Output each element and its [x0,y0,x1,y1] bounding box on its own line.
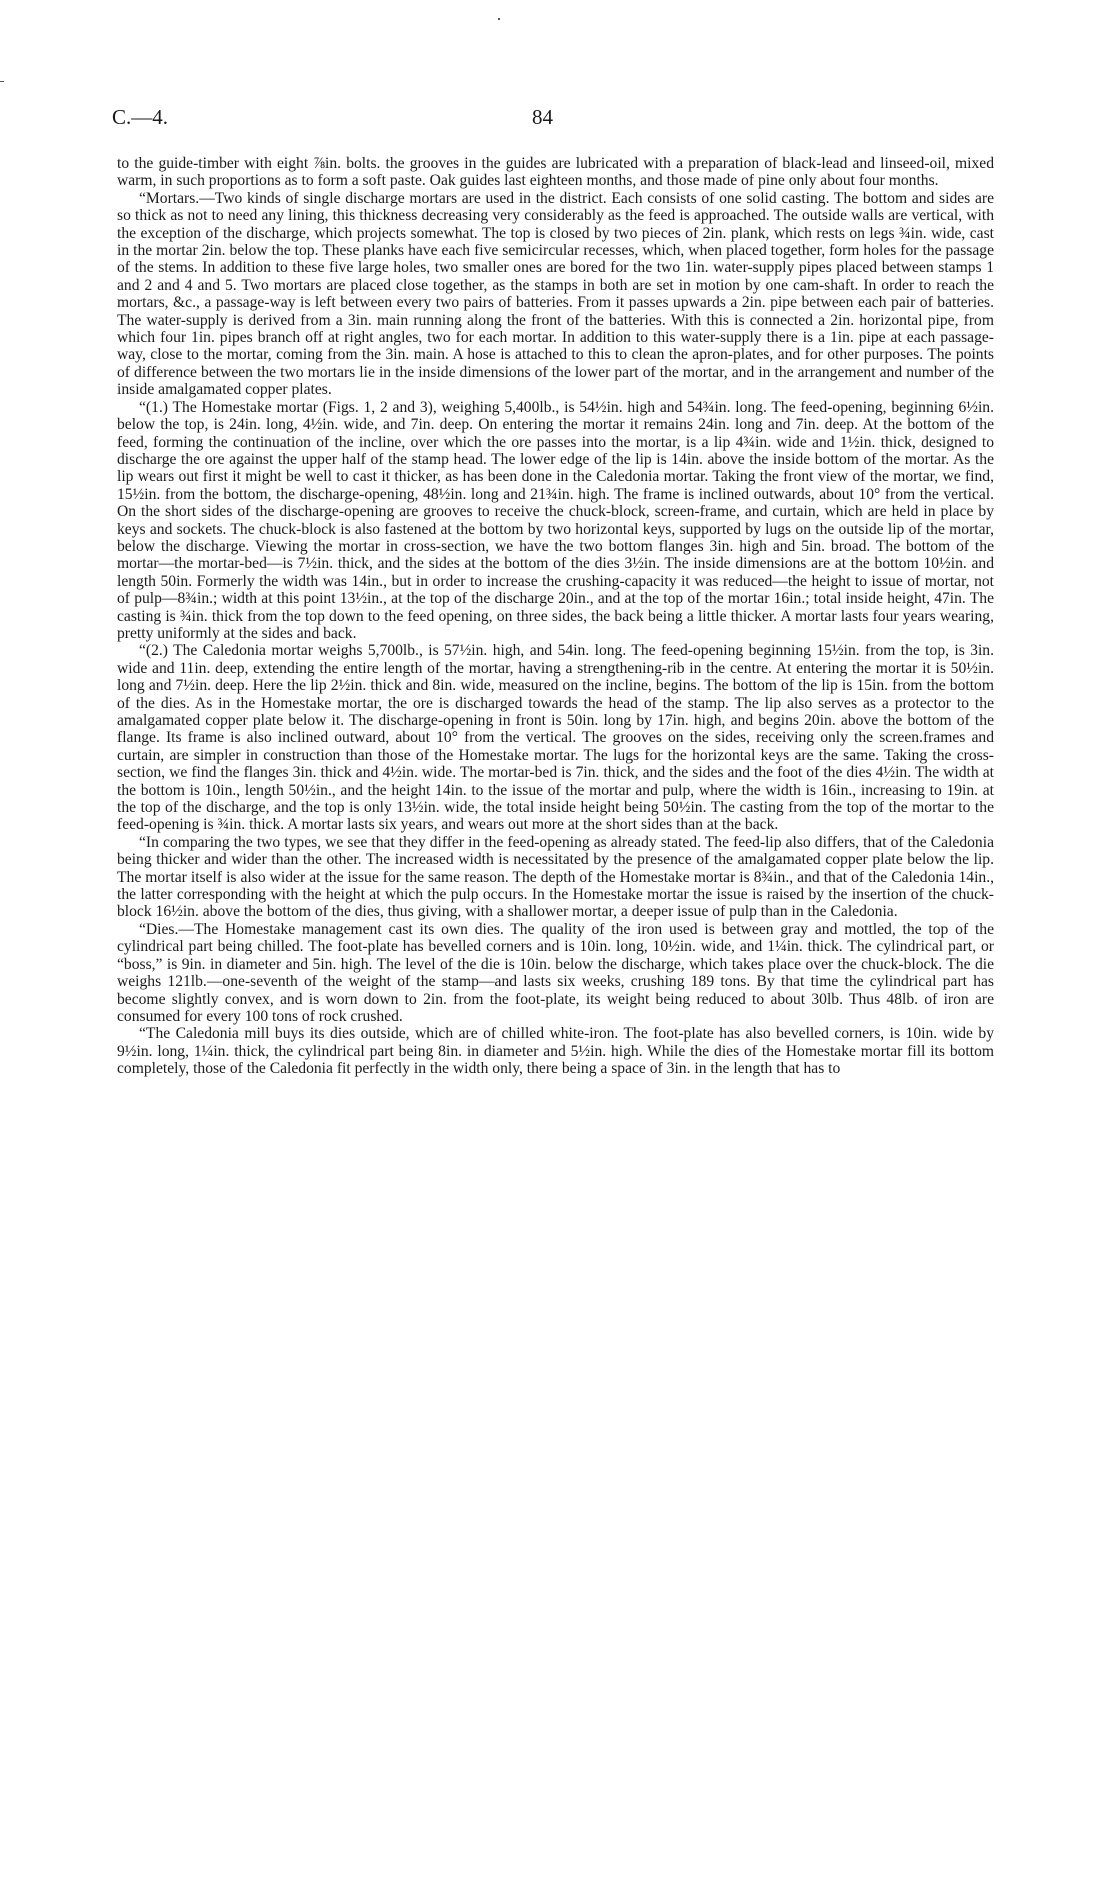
scan-mark-top [498,18,500,20]
paragraph-caledonia-mortar: “(2.) The Caledonia mortar weighs 5,700lb., is 57½in. high, and 54in. long. The feed-opening beginning 15½in. from the top, is 3in. wide and 11in. deep, extending the entire length of the mortar, having a strengthening-rib in the centre. At entering the mortar it is 50½in. long and 7½in. deep. Here the lip 2½in. thick and 8in. wide, measured on the incline, begins. The bottom of the lip is 15in. from the bottom of the dies. As in the Homestake mortar, the ore is discharged towards the head of the stamp. The lip also serves as a protector to the amalgamated copper plate below it. The discharge-opening in front is 50in. long by 17in. high, and begins 20in. above the bottom of the flange. Its frame is also inclined outward, about 10° from the vertical. The grooves on the sides, receiving only the screen.frames and curtain, are simpler in construction than those of the Homestake mortar. The lugs for the horizontal keys are the same. Taking the cross-section, we find the flanges 3in. thick and 4½in. wide. The mortar-bed is 7in. thick, and the sides and the foot of the dies 4½in. The width at the bottom is 10in., length 50½in., and the height 14in. to the issue of the mortar and pulp, where the width is 16in., increasing to 19in. at the top of the discharge, and the top is only 13½in. wide, the total inside height being 50½in. The casting from the top of the mortar to the feed-opening is ¾in. thick. A mortar lasts six years, and wears out more at the short sides than at the back. [117,642,994,834]
document-reference: C.—4. [112,105,169,129]
paragraph-guides-continued: to the guide-timber with eight ⅞in. bolts. the grooves in the guides are lubricated with a preparation of black-lead and linseed-oil, mixed warm, in such proportions as to form a soft paste. Oak guides last eighteen months, and those made of pine only about four months. [117,155,994,190]
page-header [112,105,992,135]
paragraph-comparison: “In comparing the two types, we see that they differ in the feed-opening as already stated. The feed-lip also differs, that of the Caledonia being thicker and wider than the other. The increased width is necessitated by the presence of the amalgamated copper plate below the lip. The mortar itself is also wider at the issue for the same reason. The depth of the Homestake mortar is 8¾in., and that of the Caledonia 14in., the latter corresponding with the height at which the pulp occurs. In the Homestake mortar the issue is raised by the insertion of the chuck-block 16½in. above the bottom of the dies, thus giving, with a shallower mortar, a deeper issue of pulp than in the Caledonia. [117,833,994,921]
body-text [117,155,994,1078]
scan-mark-left [0,81,4,82]
paragraph-dies: “Dies.—The Homestake management cast its own dies. The quality of the iron used is between gray and mottled, the top of the cylindrical part being chilled. The foot-plate has bevelled corners and is 10in. long, 10½in. wide, and 1¼in. thick. The cylindrical part, or “boss,” is 9in. in diameter and 5in. high. The level of the die is 10in. below the discharge, which takes place over the chuck-block. The die weighs 121lb.—one-seventh of the weight of the stamp—and lasts six weeks, crushing 189 tons. By that time the cylindrical part has become slightly convex, and is worn down to 2in. from the foot-plate, its weight being reduced to about 30lb. Thus 48lb. of iron are consumed for every 100 tons of rock crushed. [117,920,994,1025]
paragraph-homestake-mortar: “(1.) The Homestake mortar (Figs. 1, 2 and 3), weighing 5,400lb., is 54½in. high and 54¾in. long. The feed-opening, beginning 6½in. below the top, is 24in. long, 4½in. wide, and 7in. deep. On entering the mortar it remains 24in. long and 7in. deep. At the bottom of the feed, forming the continuation of the incline, over which the ore passes into the mortar, is a lip 4¾in. wide and 1½in. thick, designed to discharge the ore against the upper half of the stamp head. The lower edge of the lip is 14in. above the inside bottom of the mortar. As the lip wears out first it might be well to cast it thicker, as has been done in the Caledonia mortar. Taking the front view of the mortar, we find, 15½in. from the bottom, the discharge-opening, 48½in. long and 21¾in. high. The frame is inclined outwards, about 10° from the vertical. On the short sides of the discharge-opening are grooves to receive the chuck-block, screen-frame, and curtain, which are held in place by keys and sockets. The chuck-block is also fastened at the bottom by two horizontal keys, supported by lugs on the outside lip of the mortar, below the discharge. Viewing the mortar in cross-section, we have the two bottom flanges 3in. high and 5in. broad. The bottom of the mortar—the mortar-bed—is 7½in. thick, and the sides at the bottom of the dies 3½in. The inside dimensions are at the bottom 10½in. and length 50in. Formerly the width was 14in., but in order to increase the crushing-capacity it was reduced—the height to issue of mortar, not of pulp—8¾in.; width at this point 13½in., at the top of the discharge 20in., and at the top of the mortar 16in.; total inside height, 47in. The casting is ¾in. thick from the top down to the feed opening, on three sides, the back being a little thicker. A mortar lasts four years wearing, pretty uniformly at the sides and back. [117,398,994,642]
paragraph-mortars: “Mortars.—Two kinds of single discharge mortars are used in the district. Each consists of one solid casting. The bottom and sides are so thick as not to need any lining, this thickness decreasing very considerably as the feed is approached. The outside walls are vertical, with the exception of the discharge, which projects somewhat. The top is closed by two pieces of 2in. plank, which rests on legs ¾in. wide, cast in the mortar 2in. below the top. These planks have each five semicircular recesses, which, when placed together, form holes for the passage of the stems. In addition to these five large holes, two smaller ones are bored for the two 1in. water-supply pipes placed between stamps 1 and 2 and 4 and 5. Two mortars are placed close together, as the stamps in both are set in motion by one cam-shaft. In order to reach the mortars, &c., a passage-way is left between every two pairs of batteries. From it passes upwards a 2in. pipe between each pair of batteries. The water-supply is derived from a 3in. main running along the front of the batteries. With this is connected a 2in. horizontal pipe, from which four 1in. pipes branch off at right angles, two for each mortar. In addition to this water-supply there is a 1in. pipe at each passage-way, close to the mortar, coming from the 3in. main. A hose is attached to this to clean the apron-plates, and for other purposes. The points of difference between the two mortars lie in the inside dimensions of the lower part of the mortar, and in the arrangement and number of the inside amalgamated copper plates. [117,189,994,399]
page-number: 84 [532,105,553,129]
paragraph-caledonia-dies: “The Caledonia mill buys its dies outside, which are of chilled white-iron. The foot-plate has also bevelled corners, is 10in. wide by 9½in. long, 1¼in. thick, the cylindrical part being 8in. in diameter and 5½in. high. While the dies of the Homestake mortar fill its bottom completely, those of the Caledonia fit perfectly in the width only, there being a space of 3in. in the length that has to [117,1025,994,1078]
